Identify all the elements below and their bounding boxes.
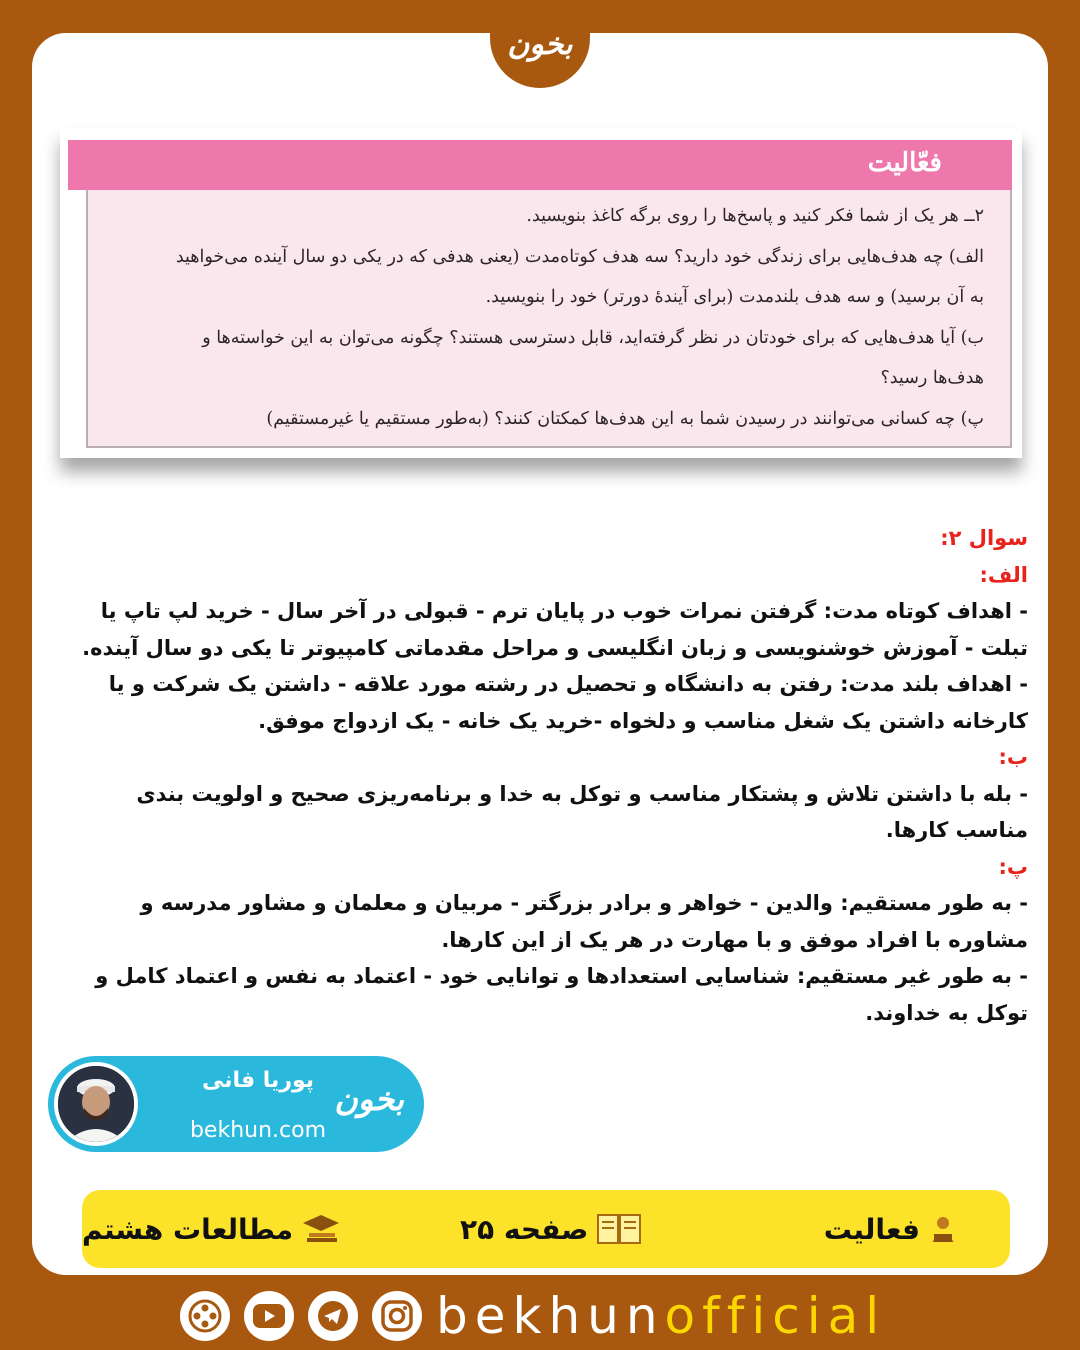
part-p-indirect: - به طور غیر مستقیم: شناسایی استعدادها و توانایی خود - اعتماد به نفس و اعتماد کامل و توکل به خداوند. xyxy=(95,964,1028,1025)
part-p-label: پ: xyxy=(998,854,1028,879)
author-website[interactable]: bekhun.com xyxy=(189,1118,327,1143)
textbook-excerpt xyxy=(60,128,1022,458)
excerpt-line: الف) چه هدف‌هایی برای زندگی خود دارید؟ سه هدف کوتاه‌مدت (یعنی هدفی که در یکی دو سال آینده می‌خواهید xyxy=(175,246,984,267)
excerpt-title: فعّالیت xyxy=(867,148,942,178)
part-a-label: الف: xyxy=(979,562,1028,587)
avatar xyxy=(54,1062,138,1146)
brand-accent: official xyxy=(664,1287,887,1345)
subject-tag xyxy=(82,1190,341,1268)
part-a-short-term: - اهداف کوتاه مدت: گرفتن نمرات خوب در پایان ترم - قبولی در آخر سال - خرید لپ تاپ یا تبلت - آموزش خوشنویسی و زبان انگلیسی و مراحل مقدماتی کامپیوتر تا یکی دو سال آینده. xyxy=(82,599,1028,660)
answer-section xyxy=(66,520,1028,1031)
excerpt-line: ۲ــ هر یک از شما فکر کنید و پاسخ‌ها را روی برگه کاغذ بنویسید. xyxy=(526,206,984,226)
excerpt-line: هدف‌ها رسید؟ xyxy=(880,368,984,388)
person-icon xyxy=(58,1066,134,1142)
excerpt-header xyxy=(68,140,1012,190)
telegram-icon[interactable] xyxy=(308,1291,358,1341)
activity-tag xyxy=(824,1190,958,1268)
film-reel-icon[interactable] xyxy=(180,1291,230,1341)
activity-label: فعالیت xyxy=(823,1212,920,1246)
part-b-text: - بله با داشتن تلاش و پشتکار مناسب و توکل به خدا و برنامه‌ریزی صحیح و اولویت بندی مناسب کارها. xyxy=(136,781,1028,842)
author-logo: بخون xyxy=(334,1080,404,1118)
part-a-long-term: - اهداف بلند مدت: رفتن به دانشگاه و تحصیل در رشته مورد علاقه - داشتن یک شرکت و یا کارخانه داشتن یک شغل مناسب و دلخواه -خرید یک خانه - یک ازدواج موفق. xyxy=(108,672,1028,733)
graduation-cap-icon xyxy=(301,1213,341,1245)
excerpt-line: پ) چه کسانی می‌توانند در رسیدن شما به این هدف‌ها کمکتان کنند؟ (به‌طور مستقیم یا غیرمستقیم) xyxy=(266,408,984,429)
teacher-icon xyxy=(928,1214,958,1244)
author-name: پوریا فانی xyxy=(201,1068,315,1093)
page-tag xyxy=(460,1190,642,1268)
excerpt-body xyxy=(86,190,1012,448)
book-icon xyxy=(596,1212,642,1246)
part-p-direct: - به طور مستقیم: والدین - خواهر و برادر بزرگتر - مربیان و معلمان و مشاور مدرسه و مشاوره با افراد موفق و با مهارت در هر یک از این کارها. xyxy=(140,891,1028,952)
question-label: سوال ۲: xyxy=(940,526,1028,550)
youtube-icon[interactable] xyxy=(244,1291,294,1341)
top-logo-text: بخون xyxy=(507,26,573,62)
info-bar xyxy=(82,1190,1010,1268)
subject-label: مطالعات هشتم xyxy=(82,1212,294,1246)
page-label: صفحه ۲۵ xyxy=(460,1212,589,1246)
excerpt-line: ب) آیا هدف‌هایی که برای خودتان در نظر گرفته‌اید، قابل دسترسی هستند؟ چگونه می‌توان به این خواسته‌ها و xyxy=(202,327,984,348)
author-badge[interactable] xyxy=(48,1056,424,1152)
excerpt-line: به آن برسید) و سه هدف بلندمدت (برای آیندهٔ دورتر) خود را بنویسید. xyxy=(485,287,984,307)
brand-main: bekhun xyxy=(436,1287,665,1345)
part-b-label: ب: xyxy=(998,745,1028,769)
instagram-icon[interactable] xyxy=(372,1291,422,1341)
footer xyxy=(180,1288,910,1344)
